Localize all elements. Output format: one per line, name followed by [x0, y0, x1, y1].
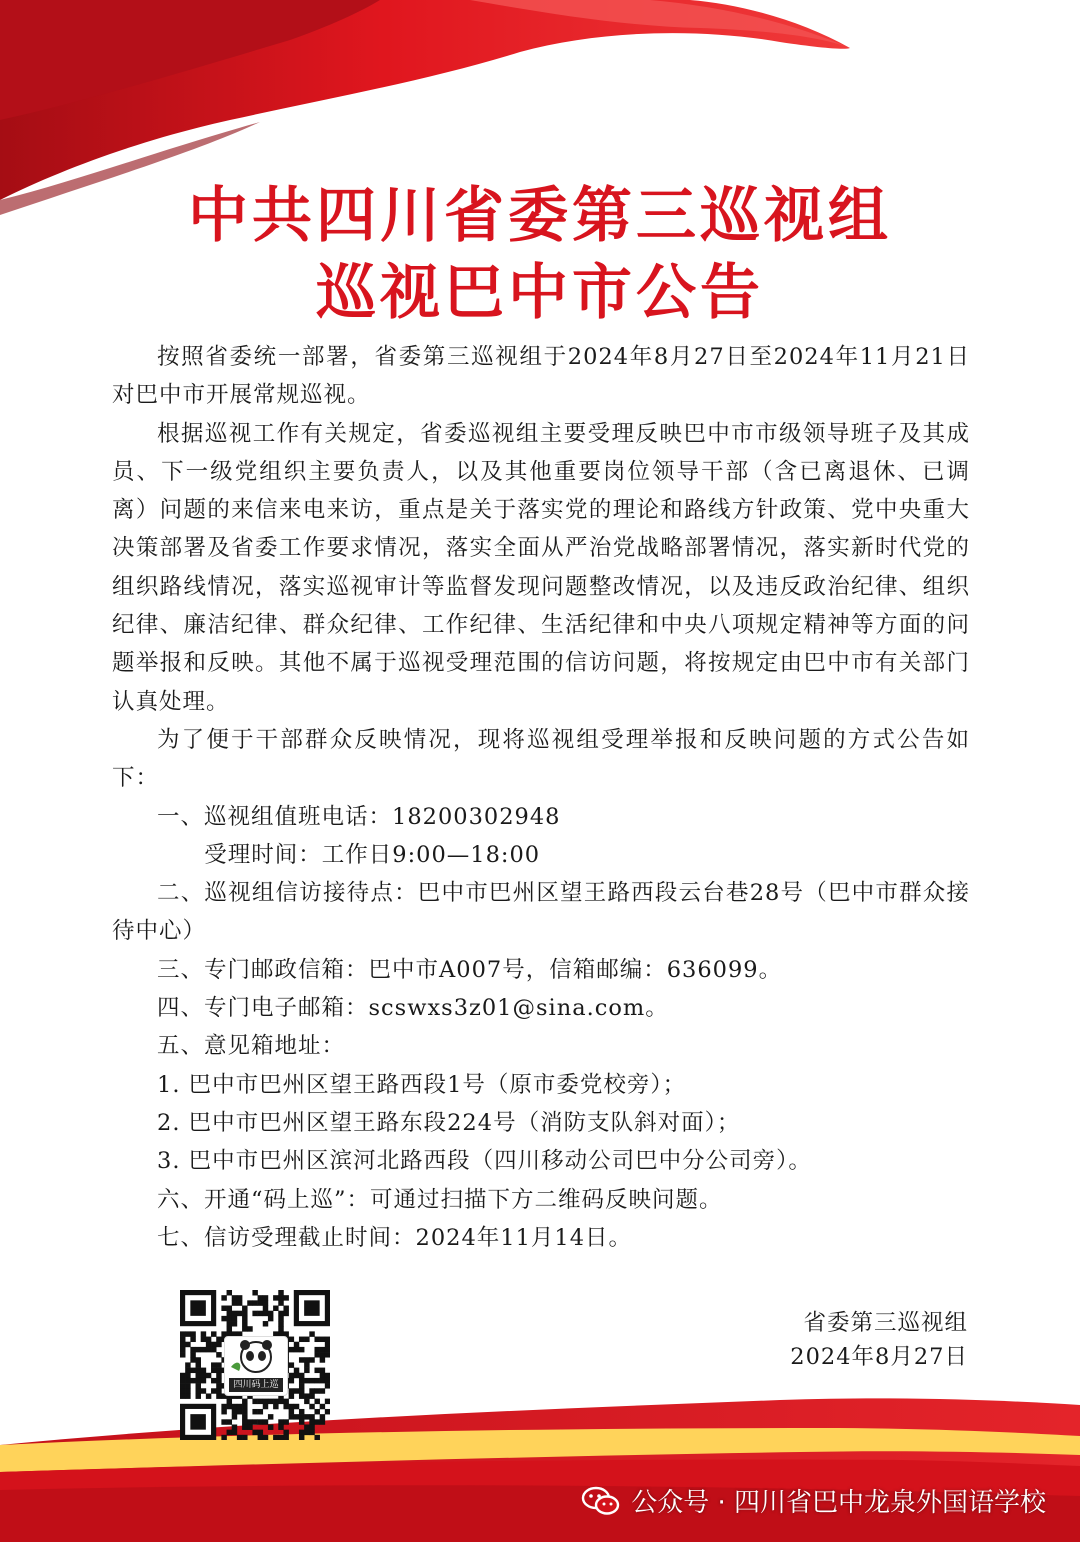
item-box-address-3: 3. 巴中市巴州区滨河北路西段（四川移动公司巴中分公司旁）。 [157, 1148, 812, 1175]
paragraph-1: 按照省委统一部署，省委第三巡视组于2024年8月27日至2024年11月21日对巴中市开展常规巡视。 [112, 344, 970, 409]
item-qr-channel: 六、开通“码上巡”：可通过扫描下方二维码反映问题。 [157, 1186, 723, 1213]
title-line-1: 中共四川省委第三巡视组 [188, 181, 892, 251]
signature-date: 2024年8月27日 [790, 1344, 968, 1370]
item-box-address-1: 1. 巴中市巴州区望王路西段1号（原市委党校旁）； [157, 1071, 687, 1098]
signature-org: 省委第三巡视组 [803, 1310, 968, 1336]
item-deadline: 七、信访受理截止时间：2024年11月14日。 [157, 1224, 633, 1251]
item-reception: 二、巡视组信访接待点：巴中市巴州区望王路西段云台巷28号（巴中市群众接待中心） [112, 880, 970, 945]
qr-code[interactable] [180, 1290, 330, 1440]
item-hotline: 一、巡视组值班电话：18200302948 [157, 803, 561, 830]
announcement-body [112, 338, 970, 1257]
title-line-2: 巡视巴中市公告 [316, 258, 764, 328]
item-suggestion-box: 五、意见箱地址： [157, 1033, 346, 1060]
item-postbox: 三、专门邮政信箱：巴中市A007号，信箱邮编：636099。 [157, 956, 783, 983]
qr-logo-text: 四川码上巡 [229, 1378, 283, 1392]
watermark-text: 公众号 · 四川省巴中龙泉外国语学校 [631, 1488, 1046, 1518]
item-email: 四、专门电子邮箱：scswxs3z01@sina.com。 [157, 995, 669, 1022]
panda-logo-icon [225, 1337, 287, 1377]
signature-block [790, 1306, 968, 1374]
item-box-address-2: 2. 巴中市巴州区望王路东段224号（消防支队斜对面）； [157, 1109, 741, 1136]
paragraph-3: 为了便于干部群众反映情况，现将巡视组受理举报和反映问题的方式公告如下： [112, 726, 970, 792]
wechat-watermark [581, 1482, 1046, 1519]
item-hotline-hours: 受理时间：工作日9:00—18:00 [204, 841, 541, 868]
wechat-icon [581, 1485, 621, 1517]
paragraph-2: 根据巡视工作有关规定，省委巡视组主要受理反映巴中市市级领导班子及其成员、下一级党组织主要负责人，以及其他重要岗位领导干部（含已离退休、已调离）问题的来信来电来访，重点是关于落实党的理论和路线方针政策、党中央重大决策部署及省委工作要求情况，落实全面从严治党战略部署情况，落实新时代党的组织路线情况，落实巡视审计等监督发现问题整改情况，以及违反政治纪律、组织纪律、廉洁纪律、群众纪律、工作纪律、生活纪律和中央八项规定精神等方面的问题举报和反映。其他不属于巡视受理范围的信访问题，将按规定由巴中市有关部门认真处理。 [112, 420, 970, 715]
qr-logo [224, 1336, 288, 1396]
